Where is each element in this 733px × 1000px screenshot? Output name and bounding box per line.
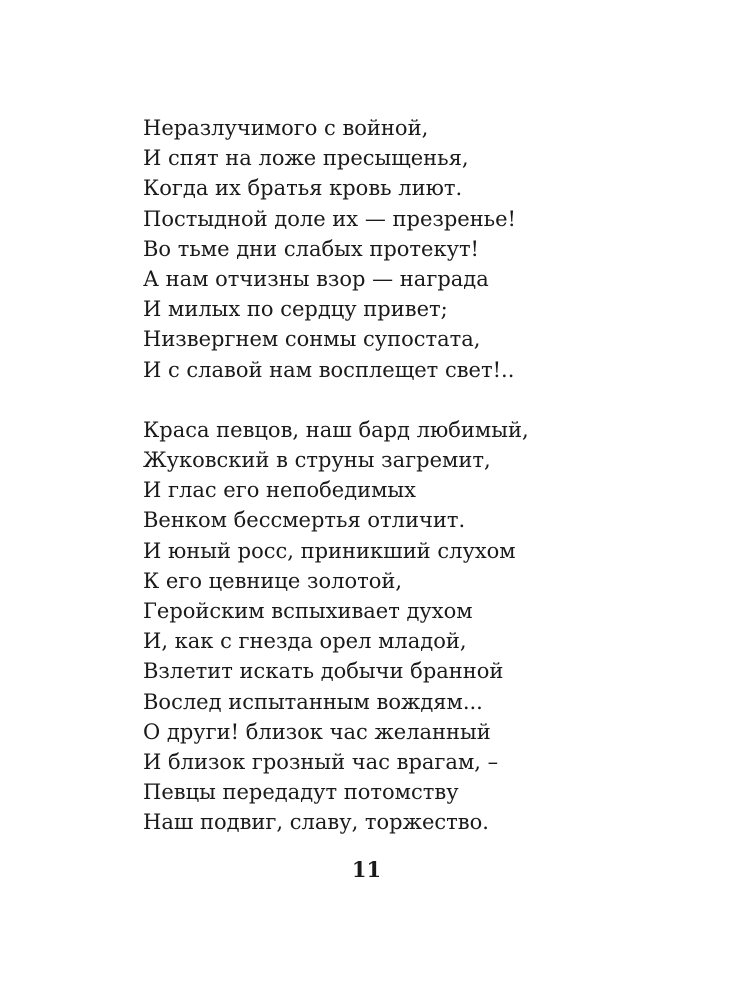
poem-line: К его цевнице золотой,: [143, 568, 403, 593]
poem-line: Краса певцов, наш бард любимый,: [143, 417, 529, 442]
poem-line: Постыдной доле их — презренье!: [143, 206, 516, 231]
stanza-1: [143, 113, 703, 385]
poem-text: [143, 113, 703, 838]
poem-line: Вослед испытанным вождям...: [143, 689, 483, 714]
poem-line: И глас его непобедимых: [143, 478, 416, 503]
poem-line: Когда их братья кровь лиют.: [143, 176, 463, 201]
poem-line: Низвергнем сонмы супостата,: [143, 327, 481, 352]
poem-line: Взлетит искать добычи бранной: [143, 659, 504, 684]
stanza-2: [143, 415, 703, 838]
poem-line: И, как с гнезда орел младой,: [143, 629, 467, 654]
poem-line: Во тьме дни слабых протекут!: [143, 236, 479, 261]
poem-line: И юный росс, приникший слухом: [143, 538, 516, 563]
poem-line: Жуковский в струны загремит,: [143, 448, 491, 473]
poem-line: Геройским вспыхивает духом: [143, 599, 473, 624]
poem-line: И милых по сердцу привет;: [143, 297, 448, 322]
poem-line: Певцы передадут потомству: [143, 780, 459, 805]
poem-line: Венком бессмертья отличит.: [143, 508, 466, 533]
page-number: 11: [351, 857, 382, 882]
poem-line: И спят на ложе пресыщенья,: [143, 146, 469, 171]
poem-line: А нам отчизны взор — награда: [143, 267, 489, 292]
poem-line: О други! близок час желанный: [143, 719, 491, 744]
poem-line: Неразлучимого с войной,: [143, 116, 429, 140]
poem-line: Наш подвиг, славу, торжество.: [143, 810, 489, 835]
poem-line: И с славой нам восплещет свет!..: [143, 357, 515, 382]
poem-line: И близок грозный час врагам, –: [143, 750, 499, 775]
